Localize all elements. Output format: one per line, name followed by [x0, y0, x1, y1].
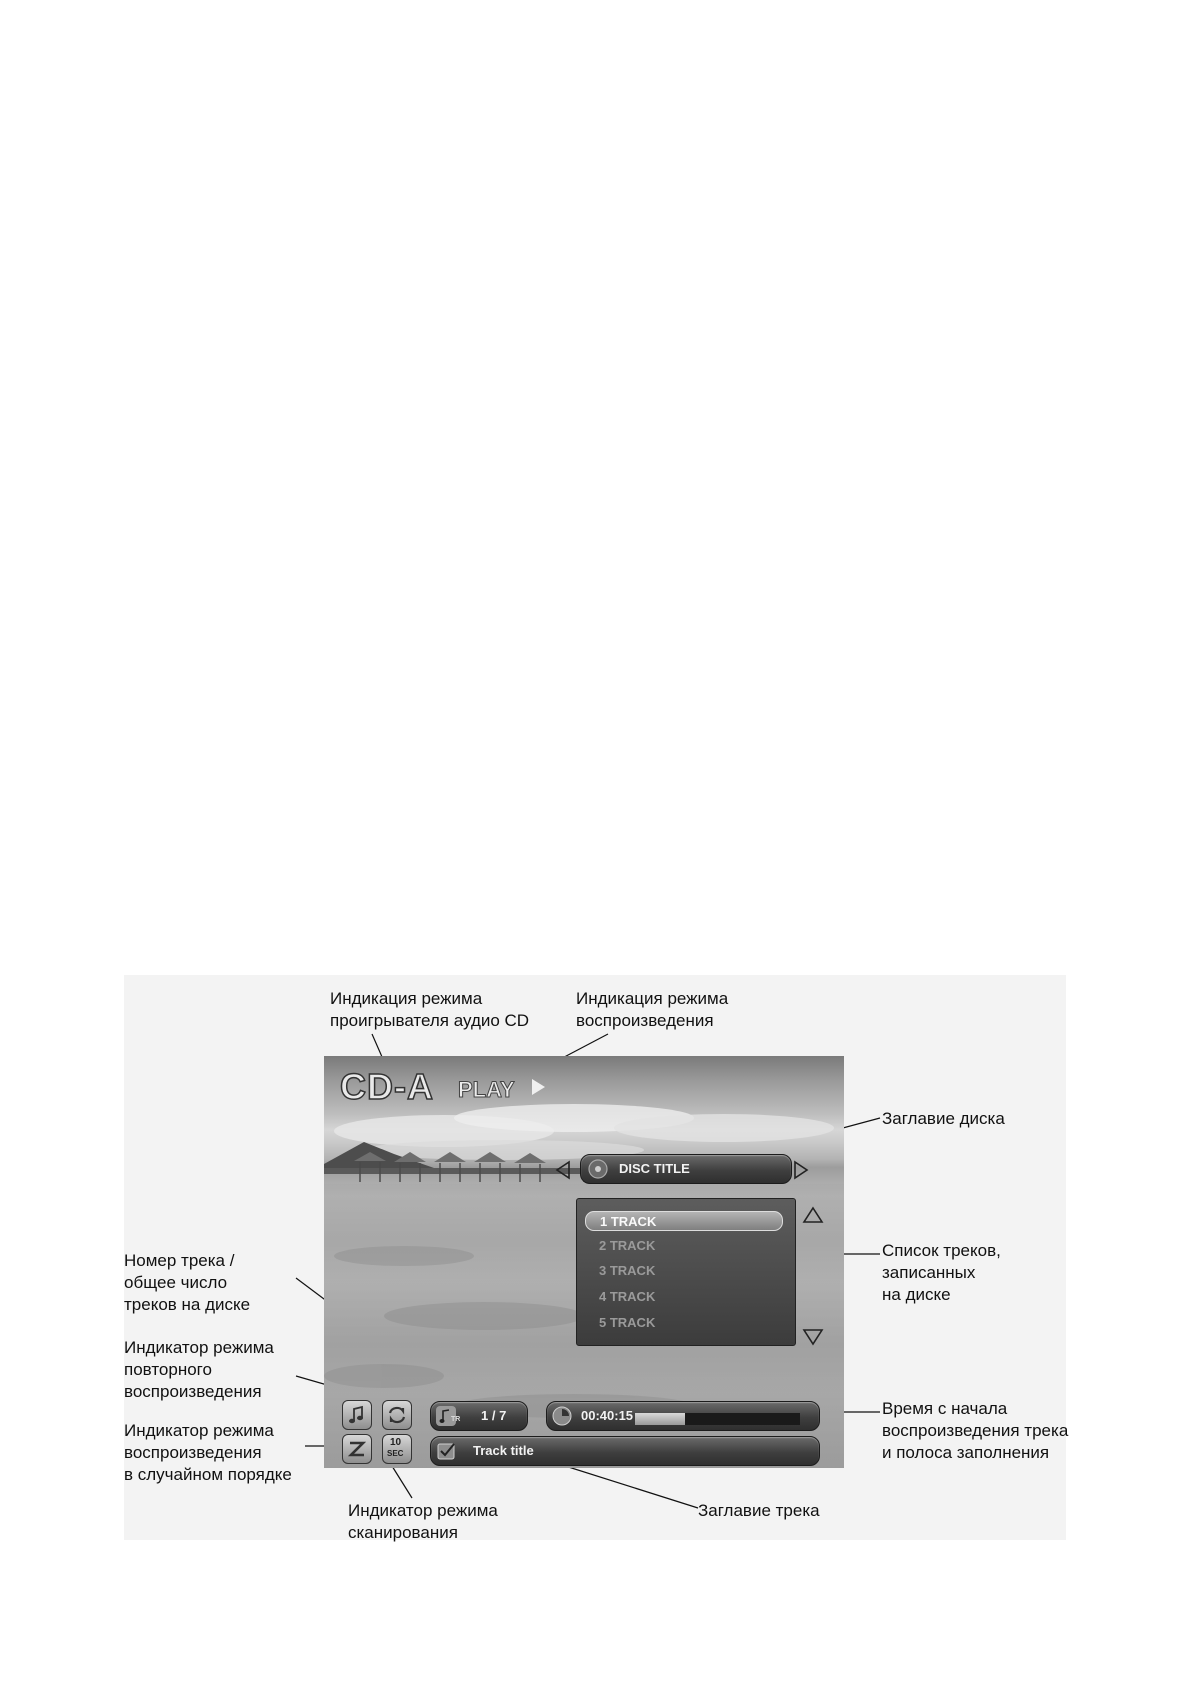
callout-scan-mode: Индикатор режима сканирования	[348, 1501, 498, 1542]
random-mode-icon	[342, 1434, 372, 1464]
track-counter-bar	[430, 1401, 528, 1431]
disc-prev-arrow-icon[interactable]	[554, 1160, 572, 1180]
callout-disc-title: Заглавие диска	[882, 1109, 1005, 1128]
play-icon	[532, 1079, 545, 1095]
scan-badge-bottom: SEC	[387, 1449, 404, 1458]
music-note-icon	[342, 1400, 372, 1430]
disc-title-bar	[580, 1154, 792, 1184]
scroll-up-arrow-icon[interactable]	[802, 1206, 824, 1224]
leader-scan-mode	[392, 1466, 412, 1498]
track-list-item[interactable]: 1 TRACK	[585, 1211, 783, 1231]
track-list	[576, 1198, 796, 1346]
callout-track-list: Список треков, записанных на диске	[882, 1241, 1001, 1304]
track-list-item[interactable]: 5 TRACK	[599, 1315, 656, 1330]
track-list-item[interactable]: 3 TRACK	[599, 1263, 656, 1278]
audio-cd-mode-indicator: CD-A	[340, 1066, 434, 1107]
track-title: Track title	[473, 1443, 534, 1458]
progress-bar	[635, 1413, 800, 1425]
callout-elapsed-time: Время с начала воспроизведения трека и полоса заполнения	[882, 1399, 1069, 1462]
checkbox-icon	[437, 1441, 457, 1461]
scroll-down-arrow-icon[interactable]	[802, 1328, 824, 1346]
scan-mode-icon	[382, 1434, 412, 1464]
elapsed-time: 00:40:15	[581, 1408, 634, 1423]
disc-icon	[587, 1158, 609, 1180]
disc-title: DISC TITLE	[619, 1161, 690, 1176]
disc-next-arrow-icon[interactable]	[792, 1160, 810, 1180]
track-list-item[interactable]: 2 TRACK	[599, 1238, 656, 1253]
elapsed-time-bar	[546, 1401, 820, 1431]
callout-track-number: Номер трека / общее число треков на диске	[124, 1251, 251, 1314]
track-list-item[interactable]: 4 TRACK	[599, 1289, 656, 1304]
track-counter: 1 / 7	[481, 1408, 507, 1423]
progress-fill	[635, 1413, 685, 1425]
callout-repeat-mode: Индикатор режима повторного воспроизведения	[124, 1338, 274, 1401]
callout-playback-mode: Индикация режима воспроизведения	[576, 989, 729, 1030]
repeat-mode-icon	[382, 1400, 412, 1430]
track-badge: TR	[451, 1416, 461, 1423]
track-title-bar	[430, 1436, 820, 1466]
playback-mode-label: PLAY	[458, 1077, 515, 1102]
callout-audio-cd-mode: Индикация режима проигрывателя аудио CD	[330, 989, 530, 1030]
clock-icon	[551, 1405, 573, 1427]
callout-random-mode: Индикатор режима воспроизведения в случайном порядке	[124, 1421, 292, 1484]
cd-player-screen	[324, 1056, 844, 1468]
scan-badge-top: 10	[390, 1437, 402, 1448]
callout-track-title: Заглавие трека	[698, 1501, 820, 1520]
